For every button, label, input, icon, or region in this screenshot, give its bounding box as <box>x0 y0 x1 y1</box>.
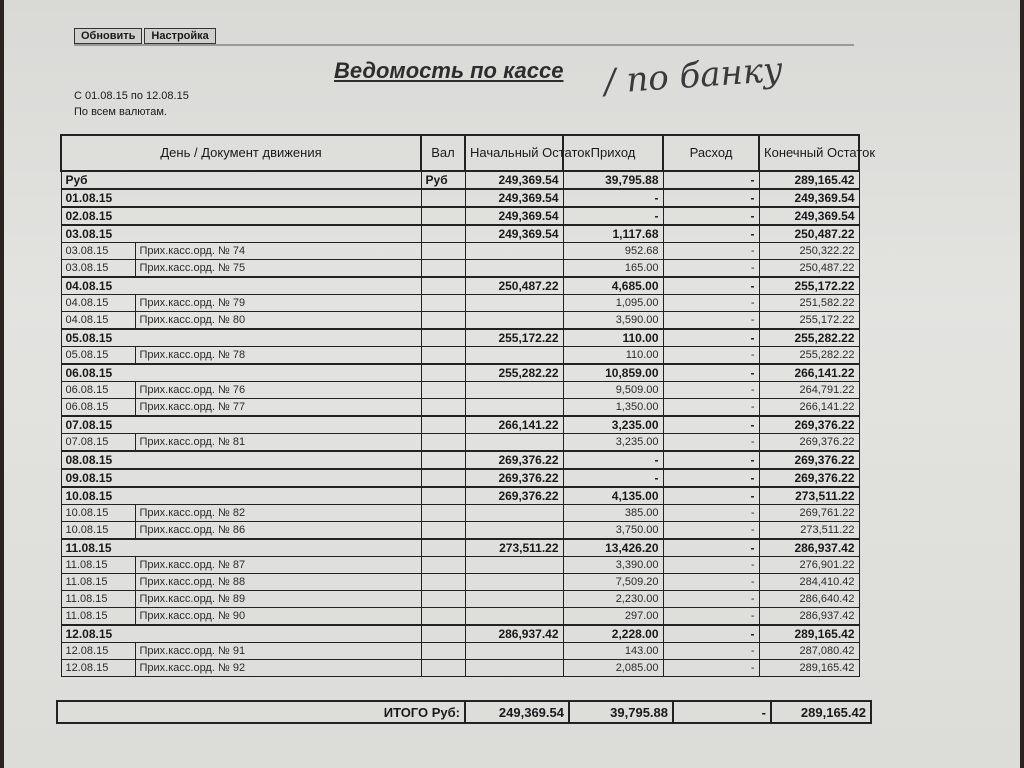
cell-cur <box>421 608 465 626</box>
document-row <box>61 522 859 540</box>
day-row <box>61 171 859 189</box>
cell-exp: - <box>663 347 759 365</box>
cell-exp: - <box>663 660 759 677</box>
cell-cur <box>421 469 465 487</box>
cell-close: 286,937.42 <box>759 608 859 626</box>
cell-date: 07.08.15 <box>61 416 421 434</box>
cell-date: 05.08.15 <box>61 329 421 347</box>
cell-date: 08.08.15 <box>61 451 421 469</box>
cell-close: 250,487.22 <box>759 260 859 278</box>
cell-close: 269,376.22 <box>759 451 859 469</box>
cell-inc: - <box>563 451 663 469</box>
cell-doc: Прих.касс.орд. № 81 <box>135 434 421 452</box>
day-row <box>61 539 859 557</box>
cell-date: 12.08.15 <box>61 660 135 677</box>
cell-close: 289,165.42 <box>759 660 859 677</box>
cell-date: 04.08.15 <box>61 312 135 330</box>
cell-cur <box>421 243 465 260</box>
cell-exp: - <box>663 434 759 452</box>
cell-close: 266,141.22 <box>759 364 859 382</box>
cell-cur <box>421 347 465 365</box>
cell-open: 269,376.22 <box>465 451 563 469</box>
cell-close: 264,791.22 <box>759 382 859 399</box>
cell-exp: - <box>663 505 759 522</box>
cell-cur <box>421 539 465 557</box>
cell-cur <box>421 625 465 643</box>
cell-open: 249,369.54 <box>465 171 563 189</box>
header-opening: Начальный Остаток <box>465 135 563 171</box>
cell-cur <box>421 277 465 295</box>
cell-inc: 2,085.00 <box>563 660 663 677</box>
cell-exp: - <box>663 539 759 557</box>
cell-exp: - <box>663 487 759 505</box>
total-closing: 289,165.42 <box>771 701 871 723</box>
cell-cur <box>421 557 465 574</box>
cell-open: 273,511.22 <box>465 539 563 557</box>
cell-date: 11.08.15 <box>61 608 135 626</box>
cell-cur <box>421 312 465 330</box>
cell-date: 03.08.15 <box>61 243 135 260</box>
cell-inc: 110.00 <box>563 347 663 365</box>
cell-cur <box>421 505 465 522</box>
day-row <box>61 207 859 225</box>
cell-inc: 7,509.20 <box>563 574 663 591</box>
cell-cur <box>421 225 465 243</box>
cell-doc: Прих.касс.орд. № 82 <box>135 505 421 522</box>
document-row <box>61 660 859 677</box>
report-period: С 01.08.15 по 12.08.15 <box>74 90 189 102</box>
cell-close: 249,369.54 <box>759 207 859 225</box>
cell-exp: - <box>663 469 759 487</box>
cell-cur <box>421 522 465 540</box>
cell-exp: - <box>663 260 759 278</box>
cell-inc: 4,135.00 <box>563 487 663 505</box>
cell-exp: - <box>663 416 759 434</box>
cell-open <box>465 660 563 677</box>
cell-open <box>465 312 563 330</box>
cell-open: 286,937.42 <box>465 625 563 643</box>
document-row <box>61 643 859 660</box>
cell-exp: - <box>663 608 759 626</box>
cell-close: 287,080.42 <box>759 643 859 660</box>
cell-exp: - <box>663 399 759 417</box>
cell-open <box>465 399 563 417</box>
cell-inc: 2,230.00 <box>563 591 663 608</box>
cell-date: 11.08.15 <box>61 557 135 574</box>
cell-inc: 9,509.00 <box>563 382 663 399</box>
cell-close: 266,141.22 <box>759 399 859 417</box>
cell-doc: Прих.касс.орд. № 88 <box>135 574 421 591</box>
cell-close: 255,172.22 <box>759 312 859 330</box>
cell-close: 255,282.22 <box>759 347 859 365</box>
document-row <box>61 591 859 608</box>
cell-cur <box>421 643 465 660</box>
cell-exp: - <box>663 207 759 225</box>
cell-doc: Прих.касс.орд. № 75 <box>135 260 421 278</box>
cell-cur <box>421 260 465 278</box>
cell-cur <box>421 329 465 347</box>
cell-open: 269,376.22 <box>465 487 563 505</box>
cell-doc: Прих.касс.орд. № 79 <box>135 295 421 312</box>
cell-cur <box>421 574 465 591</box>
cell-doc: Прих.касс.орд. № 76 <box>135 382 421 399</box>
day-row <box>61 469 859 487</box>
cell-cur <box>421 364 465 382</box>
cell-close: 249,369.54 <box>759 189 859 207</box>
cell-cur <box>421 434 465 452</box>
cell-open: 266,141.22 <box>465 416 563 434</box>
cell-inc: 165.00 <box>563 260 663 278</box>
cell-open <box>465 522 563 540</box>
header-day-doc: День / Документ движения <box>61 135 421 171</box>
cell-exp: - <box>663 557 759 574</box>
cell-inc: 13,426.20 <box>563 539 663 557</box>
cell-date: 11.08.15 <box>61 574 135 591</box>
total-income: 39,795.88 <box>569 701 673 723</box>
document-row <box>61 399 859 417</box>
cell-exp: - <box>663 277 759 295</box>
cell-inc: 1,350.00 <box>563 399 663 417</box>
cell-open <box>465 243 563 260</box>
cell-inc: 3,390.00 <box>563 557 663 574</box>
header-income: Приход <box>563 135 663 171</box>
cell-inc: - <box>563 469 663 487</box>
cell-doc: Прих.касс.орд. № 90 <box>135 608 421 626</box>
toolbar <box>74 26 854 46</box>
cell-inc: 1,117.68 <box>563 225 663 243</box>
cell-date: 06.08.15 <box>61 364 421 382</box>
cell-doc: Прих.касс.орд. № 78 <box>135 347 421 365</box>
cell-date: 04.08.15 <box>61 295 135 312</box>
cell-open <box>465 608 563 626</box>
cell-open: 249,369.54 <box>465 189 563 207</box>
cell-open <box>465 557 563 574</box>
cell-date: 10.08.15 <box>61 522 135 540</box>
day-row <box>61 625 859 643</box>
cell-cur <box>421 295 465 312</box>
report-title: Ведомость по кассе <box>334 58 564 83</box>
cell-exp: - <box>663 451 759 469</box>
cell-open <box>465 574 563 591</box>
paper-sheet <box>4 0 1020 768</box>
cell-doc: Прих.касс.орд. № 89 <box>135 591 421 608</box>
cell-open <box>465 382 563 399</box>
cell-inc: 10,859.00 <box>563 364 663 382</box>
cell-close: 251,582.22 <box>759 295 859 312</box>
day-row <box>61 364 859 382</box>
cell-inc: 143.00 <box>563 643 663 660</box>
cell-inc: 3,235.00 <box>563 434 663 452</box>
header-currency: Вал <box>421 135 465 171</box>
cell-cur <box>421 591 465 608</box>
cell-inc: 2,228.00 <box>563 625 663 643</box>
cell-exp: - <box>663 364 759 382</box>
cell-inc: 952.68 <box>563 243 663 260</box>
cell-date: 01.08.15 <box>61 189 421 207</box>
cell-exp: - <box>663 189 759 207</box>
cell-close: 289,165.42 <box>759 625 859 643</box>
cell-inc: 385.00 <box>563 505 663 522</box>
document-row <box>61 243 859 260</box>
settings-button[interactable]: Настройка <box>144 28 215 44</box>
total-opening: 249,369.54 <box>465 701 569 723</box>
cell-open <box>465 347 563 365</box>
cell-cur <box>421 487 465 505</box>
cell-cur: Руб <box>421 171 465 189</box>
cell-inc: 1,095.00 <box>563 295 663 312</box>
header-closing: Конечный Остаток <box>759 135 859 171</box>
cell-close: 286,640.42 <box>759 591 859 608</box>
cell-close: 269,376.22 <box>759 416 859 434</box>
cell-open <box>465 591 563 608</box>
cell-inc: 3,750.00 <box>563 522 663 540</box>
document-row <box>61 574 859 591</box>
cell-doc: Прих.касс.орд. № 87 <box>135 557 421 574</box>
cell-close: 276,901.22 <box>759 557 859 574</box>
document-row <box>61 608 859 626</box>
cell-close: 250,322.22 <box>759 243 859 260</box>
total-expense: - <box>673 701 771 723</box>
cell-date: 10.08.15 <box>61 487 421 505</box>
cell-exp: - <box>663 382 759 399</box>
cell-date: 06.08.15 <box>61 399 135 417</box>
cell-close: 269,376.22 <box>759 469 859 487</box>
handwritten-note: / по банку <box>602 49 785 103</box>
cell-close: 255,172.22 <box>759 277 859 295</box>
day-row <box>61 451 859 469</box>
cell-cur <box>421 189 465 207</box>
cell-inc: 3,235.00 <box>563 416 663 434</box>
document-row <box>61 347 859 365</box>
ledger-body <box>61 171 859 677</box>
cell-open: 249,369.54 <box>465 207 563 225</box>
day-row <box>61 225 859 243</box>
cell-open <box>465 643 563 660</box>
refresh-button[interactable]: Обновить <box>74 28 142 44</box>
cell-open <box>465 295 563 312</box>
day-row <box>61 416 859 434</box>
cell-exp: - <box>663 329 759 347</box>
document-row <box>61 382 859 399</box>
cell-exp: - <box>663 225 759 243</box>
cell-doc: Прих.касс.орд. № 80 <box>135 312 421 330</box>
cell-inc: 297.00 <box>563 608 663 626</box>
cell-close: 269,376.22 <box>759 434 859 452</box>
cell-close: 286,937.42 <box>759 539 859 557</box>
cell-open: 255,282.22 <box>465 364 563 382</box>
cell-close: 273,511.22 <box>759 522 859 540</box>
cell-doc: Прих.касс.орд. № 86 <box>135 522 421 540</box>
cell-open <box>465 434 563 452</box>
day-row <box>61 189 859 207</box>
cell-date: 07.08.15 <box>61 434 135 452</box>
cell-date: 05.08.15 <box>61 347 135 365</box>
cell-close: 284,410.42 <box>759 574 859 591</box>
cell-close: 255,282.22 <box>759 329 859 347</box>
day-row <box>61 277 859 295</box>
day-row <box>61 487 859 505</box>
cell-inc: - <box>563 207 663 225</box>
cell-open <box>465 260 563 278</box>
ledger-table <box>60 134 876 677</box>
cell-doc: Прих.касс.орд. № 91 <box>135 643 421 660</box>
cell-inc: 4,685.00 <box>563 277 663 295</box>
cell-date: 10.08.15 <box>61 505 135 522</box>
cell-exp: - <box>663 312 759 330</box>
cell-exp: - <box>663 171 759 189</box>
document-row <box>61 260 859 278</box>
total-row <box>57 701 871 723</box>
cell-cur <box>421 451 465 469</box>
day-row <box>61 329 859 347</box>
document-row <box>61 295 859 312</box>
cell-doc: Прих.касс.орд. № 92 <box>135 660 421 677</box>
cell-exp: - <box>663 591 759 608</box>
cell-date: 03.08.15 <box>61 225 421 243</box>
cell-inc: - <box>563 189 663 207</box>
cell-exp: - <box>663 522 759 540</box>
cell-date: 06.08.15 <box>61 382 135 399</box>
currencies-note: По всем валютам. <box>74 106 167 118</box>
total-table <box>56 700 872 724</box>
cell-date: 11.08.15 <box>61 539 421 557</box>
cell-exp: - <box>663 295 759 312</box>
cell-inc: 39,795.88 <box>563 171 663 189</box>
cell-cur <box>421 382 465 399</box>
cell-cur <box>421 416 465 434</box>
cell-close: 269,761.22 <box>759 505 859 522</box>
cell-date: 04.08.15 <box>61 277 421 295</box>
cell-close: 289,165.42 <box>759 171 859 189</box>
cell-open: 255,172.22 <box>465 329 563 347</box>
cell-cur <box>421 207 465 225</box>
cell-date: 12.08.15 <box>61 643 135 660</box>
document-row <box>61 434 859 452</box>
cell-open: 250,487.22 <box>465 277 563 295</box>
cell-cur <box>421 399 465 417</box>
cell-doc: Прих.касс.орд. № 74 <box>135 243 421 260</box>
cell-exp: - <box>663 643 759 660</box>
cell-doc: Прих.касс.орд. № 77 <box>135 399 421 417</box>
cell-date: 03.08.15 <box>61 260 135 278</box>
cell-date: 11.08.15 <box>61 591 135 608</box>
cell-open: 269,376.22 <box>465 469 563 487</box>
cell-exp: - <box>663 574 759 591</box>
total-label: ИТОГО Руб: <box>57 701 465 723</box>
cell-inc: 110.00 <box>563 329 663 347</box>
cell-date: 09.08.15 <box>61 469 421 487</box>
cell-close: 250,487.22 <box>759 225 859 243</box>
cell-exp: - <box>663 243 759 260</box>
table-header-row <box>61 135 859 171</box>
cell-exp: - <box>663 625 759 643</box>
document-row <box>61 505 859 522</box>
document-row <box>61 557 859 574</box>
document-row <box>61 312 859 330</box>
header-expense: Расход <box>663 135 759 171</box>
cell-date: 02.08.15 <box>61 207 421 225</box>
cell-open: 249,369.54 <box>465 225 563 243</box>
cell-close: 273,511.22 <box>759 487 859 505</box>
cell-inc: 3,590.00 <box>563 312 663 330</box>
cell-open <box>465 505 563 522</box>
cell-date: Руб <box>61 171 421 189</box>
cell-date: 12.08.15 <box>61 625 421 643</box>
cell-cur <box>421 660 465 677</box>
